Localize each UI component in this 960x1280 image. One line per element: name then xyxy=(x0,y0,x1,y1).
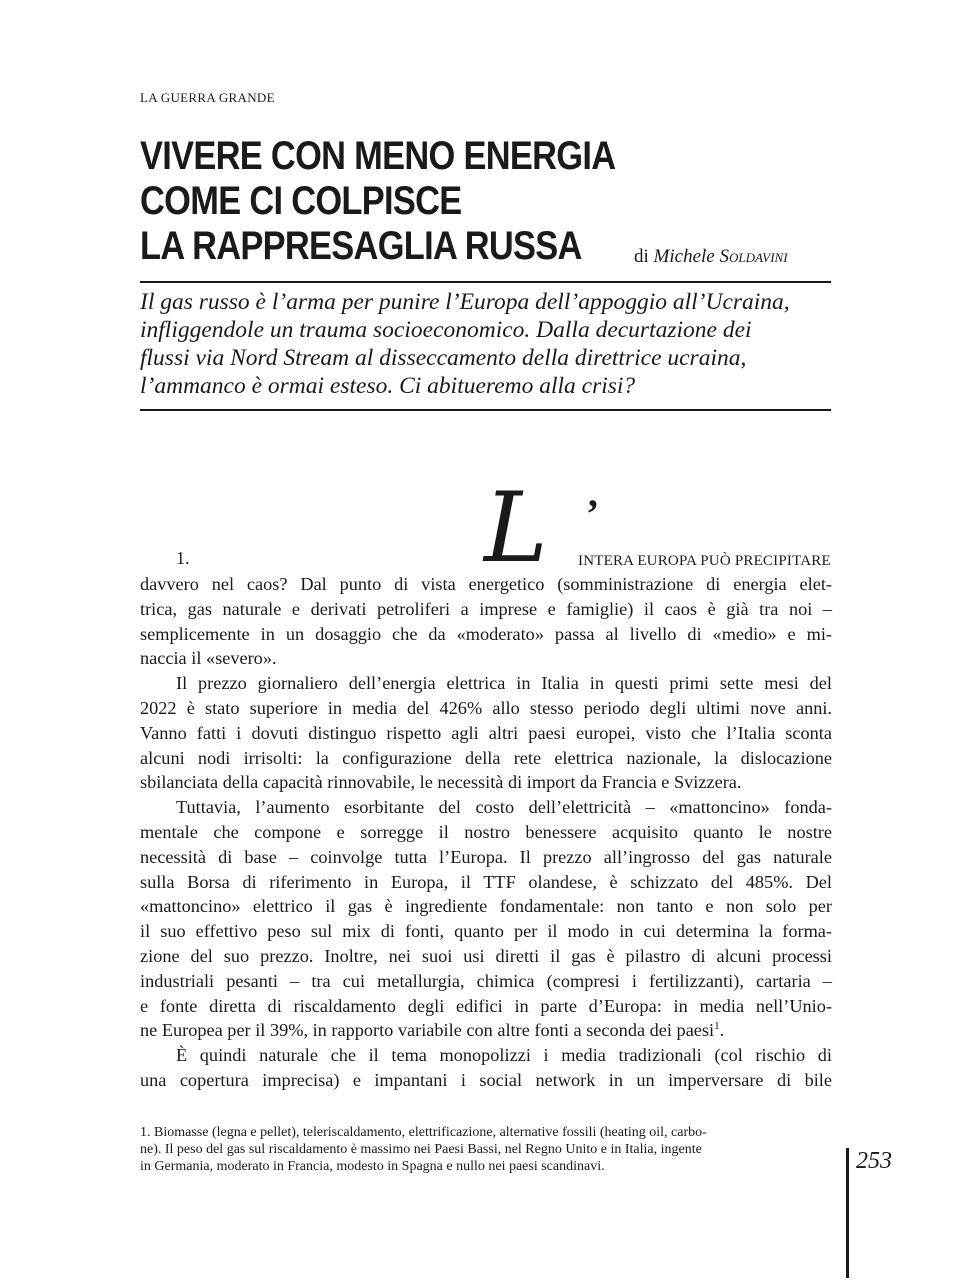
section-number: 1. xyxy=(176,548,190,568)
body-line: e fonte diretta di riscaldamento degli edifici in parte d’Europa: in media nell’Unio- xyxy=(140,995,832,1016)
footnote-line: 1. Biomasse (legna e pellet), teleriscaldamento, elettrificazione, alternative fossili (heating oil, carbo- xyxy=(140,1125,707,1140)
page-number: 253 xyxy=(856,1148,892,1174)
body-line-text: ne Europea per il 39%, in rapporto variabile con altre fonti a seconda dei paesi xyxy=(140,1020,715,1041)
body-line: necessità di base – coinvolge tutta l’Europa. Il prezzo all’ingrosso del gas naturale xyxy=(140,846,832,867)
body-line: una copertura imprecisa) e impantani i social network in un imperversare di bile xyxy=(140,1069,832,1090)
article-body xyxy=(140,572,832,1093)
drop-cap-apostrophe: ’ xyxy=(586,491,600,536)
footnote-line: ne). Il peso del gas sul riscaldamento è massimo nei Paesi Bassi, nel Regno Unito e in Italia, ingente xyxy=(140,1142,702,1157)
paragraph xyxy=(140,1043,832,1093)
body-line: il suo effettivo peso sul mix di fonti, quanto per il modo in cui determina la forma- xyxy=(140,921,832,942)
body-line: Il prezzo giornaliero dell’energia elettrica in Italia in questi primi sette mesi del xyxy=(176,673,832,694)
title-line: VIVERE CON MENO ENERGIA xyxy=(140,134,616,178)
author-first-name: Michele xyxy=(653,246,715,267)
lead-in-text: INTERA EUROPA PUÒ PRECIPITARE xyxy=(578,553,831,569)
body-line: naccia il «severo». xyxy=(140,648,277,669)
abstract-line: flussi via Nord Stream al disseccamento della direttrice ucraina, xyxy=(140,345,747,371)
body-line: ne Europea per il 39%, in rapporto variabile con altre fonti a seconda dei paesi$^1$. xyxy=(140,1020,725,1041)
article-title xyxy=(140,134,622,269)
paragraph xyxy=(140,572,832,671)
abstract-line: l’ammanco è ormai esteso. Ci abitueremo alla crisi? xyxy=(140,373,636,399)
body-line: sulla Borsa di riferimento in Europa, il TTF olandese, è schizzato del 485%. Del xyxy=(140,871,832,892)
footnote-reference[interactable]: 1 xyxy=(714,1020,720,1033)
drop-cap: L xyxy=(484,472,548,584)
author-last-name: Soldavini xyxy=(719,246,788,267)
title-line: COME CI COLPISCE xyxy=(140,179,462,223)
body-line: mentale che compone e sorregge il nostro benessere acquisito quanto le nostre xyxy=(140,821,832,842)
body-line: industriali pesanti – tra cui metallurgia, chimica (compresi i fertilizzanti), cartaria – xyxy=(140,970,832,991)
body-line: È quindi naturale che il tema monopolizzi i media tradizionali (col rischio di xyxy=(176,1045,832,1066)
paragraph xyxy=(140,671,832,795)
abstract-line: Il gas russo è l’arma per punire l’Europa dell’appoggio all’Ucraina, xyxy=(140,289,790,315)
paragraph xyxy=(140,795,832,1043)
body-line: zione del suo prezzo. Inoltre, nei suoi usi diretti il gas è pilastro di alcuni processi xyxy=(140,945,832,966)
body-line: Tuttavia, l’aumento esorbitante del costo dell’elettricità – «mattoncino» fonda- xyxy=(176,797,832,818)
body-line: semplicemente in un dosaggio che da «moderato» passa al livello di «medio» e mi- xyxy=(140,623,832,644)
body-line: sbilanciata della capacità rinnovabile, le necessità di import da Francia e Svizzera. xyxy=(140,772,742,793)
divider-top xyxy=(140,281,831,283)
abstract-line: infliggendole un trauma socioeconomico. Dalla decurtazione dei xyxy=(140,317,752,343)
body-line: Vanno fatti i dovuti distinguo rispetto agli altri paesi europei, visto che l’Italia sconta xyxy=(140,722,832,743)
byline xyxy=(634,246,788,268)
running-head: LA GUERRA GRANDE xyxy=(140,90,275,105)
body-line: davvero nel caos? Dal punto di vista energetico (somministrazione di energia elet- xyxy=(140,574,832,594)
title-line: LA RAPPRESAGLIA RUSSA xyxy=(140,224,582,268)
body-line: «mattoncino» elettrico il gas è ingrediente fondamentale: non tanto e non solo per xyxy=(140,896,832,917)
page-number-rule xyxy=(846,1148,849,1278)
byline-prefix: di xyxy=(634,246,649,267)
divider-bottom xyxy=(140,409,831,411)
footnote xyxy=(140,1124,832,1175)
body-line: alcuni nodi irrisolti: la configurazione della rete elettrica nazionale, la dislocazione xyxy=(140,747,832,768)
body-line: 2022 è stato superiore in media del 426% allo stesso periodo degli ultimi nove anni. xyxy=(140,697,832,718)
abstract xyxy=(140,288,840,400)
body-line: trica, gas naturale e derivati petroliferi a imprese e famiglie) il caos è già tra noi – xyxy=(140,598,832,619)
footnote-line: in Germania, moderato in Francia, modesto in Spagna e nullo nei paesi scandinavi. xyxy=(140,1159,605,1174)
